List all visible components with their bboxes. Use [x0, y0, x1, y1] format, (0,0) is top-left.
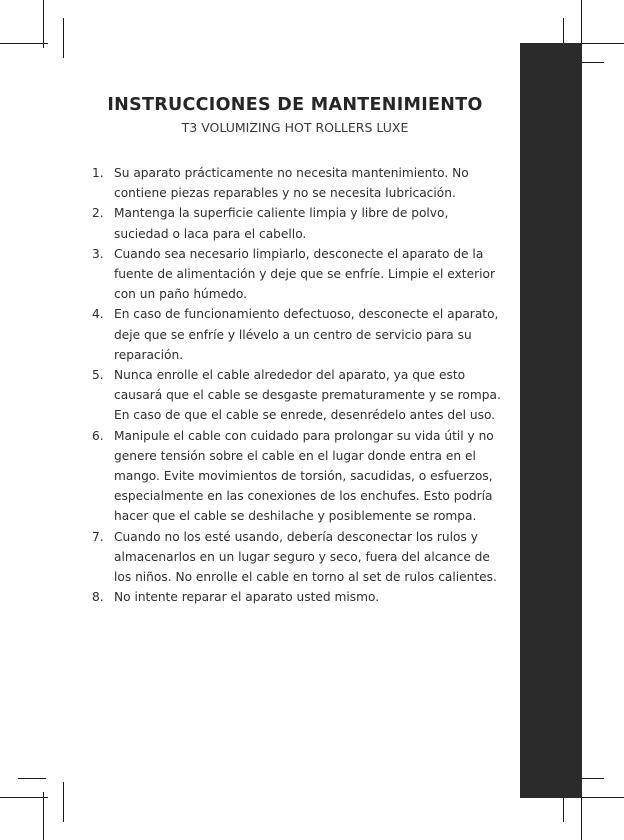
instruction-text: Cuando sea necesario limpiarlo, desconecte el aparato de la fuente de alimentación y deje que se enfríe. Limpie el exterior con un paño húmedo.	[114, 246, 495, 302]
instruction-text: Su aparato prácticamente no necesita mantenimiento. No contiene piezas reparables y no se necesita lubricación.	[114, 166, 469, 201]
instruction-item	[92, 527, 502, 588]
instruction-text: No intente reparar el aparato usted mismo.	[114, 590, 380, 605]
instruction-item	[92, 203, 502, 243]
page-title: INSTRUCCIONES DE MANTENIMIENTO	[107, 95, 483, 115]
instruction-item	[92, 587, 502, 607]
instruction-item	[92, 426, 502, 527]
crop-mark-bottom-right-horizontal	[576, 797, 624, 798]
instruction-number: 8.	[92, 590, 104, 605]
crop-mark-bottom-left-vertical	[43, 792, 44, 840]
crop-mark-bottom-left-short-horizontal	[18, 778, 46, 779]
crop-mark-bottom-right-vertical	[581, 792, 582, 840]
crop-mark-top-left-inner-vertical	[63, 18, 64, 58]
instruction-number: 1.	[92, 166, 104, 180]
instruction-text: Nunca enrolle el cable alrededor del aparato, ya que esto causará que el cable se desgaste prematuramente y se rompa. En caso de que el cable se enrede, desenrédelo antes del uso.	[114, 368, 501, 423]
instruction-number: 2.	[92, 206, 104, 221]
instruction-text: En caso de funcionamiento defectuoso, desconecte el aparato, deje que se enfríe y llévelo a un centro de servicio para su reparación.	[114, 307, 499, 362]
instruction-item	[92, 244, 502, 305]
instruction-number: 6.	[92, 428, 104, 443]
crop-mark-top-right-horizontal	[576, 43, 624, 44]
instruction-number: 7.	[92, 529, 104, 544]
crop-mark-top-right-vertical	[581, 0, 582, 48]
instruction-item	[92, 365, 502, 426]
instruction-number: 3.	[92, 246, 104, 261]
crop-mark-bottom-left-inner-vertical	[63, 782, 64, 822]
instruction-text: Mantenga la superficie caliente limpia y libre de polvo, suciedad o laca para el cabello.	[114, 206, 449, 241]
instruction-text: Manipule el cable con cuidado para prolongar su vida útil y no genere tensión sobre el cable en el lugar donde entra en el mango. Evite movimientos de torsión, sacudidas, o esfuerzos, especialmente en las conexiones de los enchufes. Esto podría hacer que el cable se deshilache y posiblemente se rompa.	[114, 428, 494, 524]
crop-mark-top-left-horizontal	[0, 43, 48, 44]
instruction-item	[92, 163, 502, 203]
instruction-text: Cuando no los esté usando, debería desconectar los rulos y almacenarlos en un lugar seguro y seco, fuera del alcance de los niños. No enrolle el cable en torno al set de rulos calientes.	[114, 529, 497, 585]
instruction-item	[92, 304, 502, 365]
maintenance-instructions-list	[92, 163, 502, 607]
instruction-number: 5.	[92, 368, 104, 383]
instruction-number: 4.	[92, 307, 104, 322]
section-tab	[520, 43, 582, 798]
product-subtitle: T3 VOLUMIZING HOT ROLLERS LUXE	[181, 120, 409, 135]
crop-mark-bottom-left-horizontal	[0, 797, 48, 798]
crop-mark-top-left-vertical	[43, 0, 44, 48]
